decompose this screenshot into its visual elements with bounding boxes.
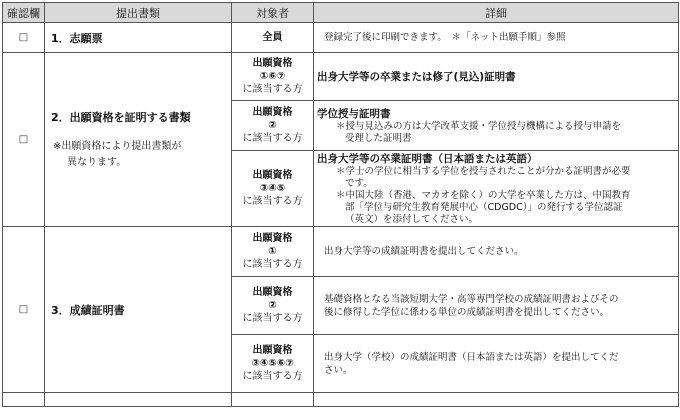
- target-numbers: ①: [268, 246, 277, 257]
- target-suffix: に該当する方: [242, 371, 303, 382]
- detail-line: ＊学士の学位に相当する学位を授与されたことが分かる証明書が必要: [336, 166, 631, 177]
- detail-line: 部「学位与研究生教育発展中心（CDGDC）」の発行する学位認証: [345, 202, 623, 213]
- header-target: 対象者: [232, 3, 314, 23]
- detail-line: です。: [345, 178, 373, 189]
- detail-graduation-certificate-lang: 出身大学等の卒業証明書（日本語または英語）: [317, 153, 538, 165]
- target-suffix: に該当する方: [242, 313, 303, 324]
- target-numbers: ③④⑤⑥⑦: [251, 358, 294, 369]
- target-suffix: に該当する方: [242, 84, 303, 95]
- detail-application-form: 登録完了後に印刷できます。 ＊「ネット出願手順」参照: [324, 32, 566, 43]
- target-label: 出願資格: [252, 233, 293, 244]
- target-suffix: に該当する方: [242, 196, 303, 207]
- target-numbers: ②: [268, 120, 277, 131]
- detail-line: （英文）を添付してください。: [345, 214, 479, 225]
- detail-line: さい。: [324, 364, 353, 376]
- target-all: 全員: [262, 32, 283, 43]
- detail-line: ＊中国大陸（香港、マカオを除く）の大学を卒業した方は、中国教育: [336, 190, 631, 201]
- target-numbers: ②: [268, 300, 277, 311]
- eligibility-note-line-2: 異なります。: [67, 156, 127, 168]
- detail-line: 基礎資格となる当該短期大学・高等専門学校の成績証明書およびその: [324, 293, 619, 305]
- item-application-form: 1．志願票: [51, 31, 103, 45]
- eligibility-note-line-1: ※出願資格により提出書類が: [53, 140, 182, 152]
- detail-line: 受理した証明書: [345, 133, 412, 144]
- target-label: 出願資格: [252, 287, 293, 298]
- target-label: 出願資格: [252, 170, 293, 181]
- required-documents-table: [2, 2, 679, 407]
- item-transcripts: 3．成績証明書: [51, 303, 125, 317]
- table-row: [3, 23, 679, 53]
- target-suffix: に該当する方: [242, 133, 303, 144]
- target-label: 出願資格: [252, 107, 293, 118]
- header-documents: 提出書類: [45, 3, 232, 23]
- header-details: 詳細: [314, 3, 679, 23]
- target-label: 出願資格: [252, 58, 293, 69]
- detail-line: 後に修得した学位に係わる単位の成績証明書を提出してください。: [324, 306, 610, 318]
- target-numbers: ①⑥⑦: [259, 71, 286, 82]
- target-suffix: に該当する方: [242, 259, 303, 270]
- detail-transcript-university: 出身大学等の成績証明書を提出してください。: [324, 246, 524, 257]
- target-numbers: ③④⑤: [259, 183, 286, 194]
- table-row: [3, 393, 679, 407]
- checkbox-eligibility-docs[interactable]: □: [3, 53, 45, 227]
- header-check: 確認欄: [3, 3, 45, 23]
- detail-line: ＊授与見込みの方は大学改革支援・学位授与機構による授与申請を: [336, 121, 622, 132]
- item-eligibility-docs: 2．出願資格を証明する書類: [51, 110, 191, 124]
- detail-degree-certificate: 学位授与証明書: [317, 108, 391, 120]
- header-row: [3, 3, 679, 23]
- detail-line: 出身大学（学校）の成績証明書（日本語または英語）を提出してくだ: [324, 351, 619, 363]
- detail-graduation-certificate: 出身大学等の卒業または修了(見込)証明書: [317, 71, 516, 83]
- table-row: [3, 227, 679, 277]
- table-row: [3, 53, 679, 101]
- target-label: 出願資格: [252, 345, 293, 356]
- checkbox-application-form[interactable]: □: [3, 23, 45, 53]
- checkbox-transcripts[interactable]: □: [3, 227, 45, 393]
